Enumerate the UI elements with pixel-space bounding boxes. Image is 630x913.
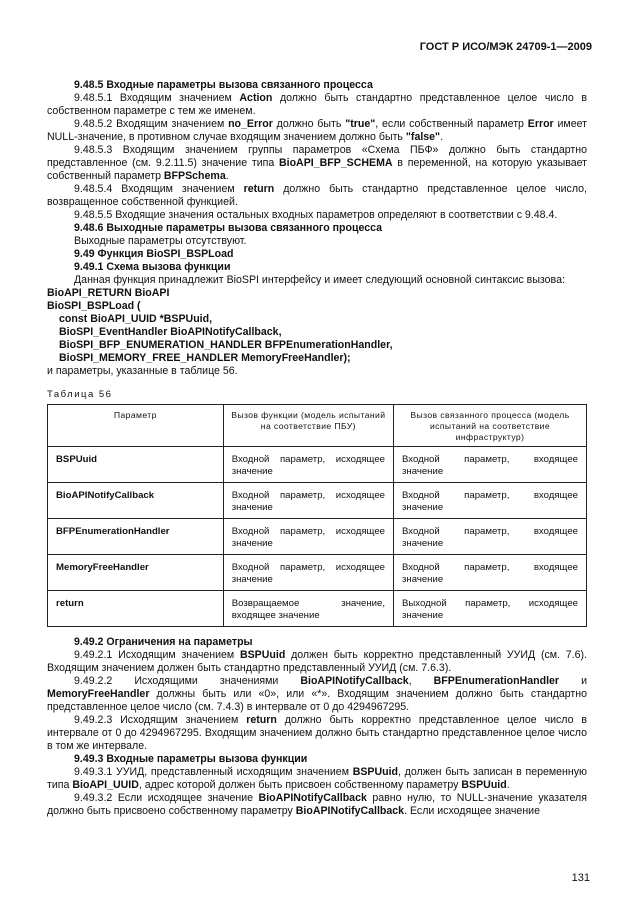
- table-header-cell: Параметр: [48, 405, 224, 447]
- text-run: , должен быть записан в переменную типа: [47, 766, 587, 791]
- text-run: равно нулю, то NULL-значение указателя должно быть присвоено собственному параметру: [47, 792, 587, 817]
- text-run: и параметры, указанные в таблице 56.: [47, 365, 238, 377]
- table-cell-parameter: BSPUuid: [48, 447, 224, 483]
- text-run: должен быть корректно представленный УУИД (см. 7.6). Входящим значением должен быть стандартно представленный УУИД (см. 7.6.3).: [47, 649, 587, 674]
- bold-term: BFPEnumerationHandler: [433, 675, 560, 687]
- bold-term: BSPUuid: [239, 649, 286, 661]
- text-run: должно быть корректно представленное целое число в интервале от 0 до 4294967295. Входящим значением должно быть стандартно представленное целое число в том же интервале.: [47, 714, 588, 752]
- section-heading-9-49-1: 9.49.1 Схема вызова функции: [74, 261, 231, 273]
- text-run: .: [225, 170, 229, 182]
- table-cell-parameter: MemoryFreeHandler: [48, 555, 224, 591]
- section-heading-9-49-2: 9.49.2 Ограничения на параметры: [74, 636, 253, 648]
- text-run: должно быть: [272, 118, 346, 130]
- section-heading-9-48-6: 9.48.6 Выходные параметры вызова связанного процесса: [74, 222, 383, 234]
- bold-term: Error: [527, 118, 554, 130]
- table-row: [48, 519, 587, 555]
- table-caption: Таблица 56: [47, 389, 113, 400]
- text-run: .: [440, 131, 444, 143]
- text-run: ,: [408, 675, 434, 687]
- table-cell-parameter: BFPEnumerationHandler: [48, 519, 224, 555]
- table-cell: Входной параметр, исходящее значение: [223, 519, 393, 555]
- text-run: должно быть стандартно представленное целое число, возвращенное собственной функцией.: [47, 183, 587, 208]
- bold-term: BioAPINotifyCallback: [300, 675, 409, 687]
- bold-term: BSPUuid: [352, 766, 399, 778]
- text-run: .: [506, 779, 510, 791]
- text-run: 9.49.2.3 Исходящим значением: [74, 714, 247, 726]
- paragraph-9-48-5-4: [47, 183, 587, 209]
- table-row: [48, 555, 587, 591]
- bold-term: "false": [405, 131, 441, 143]
- bold-term: no_Error: [228, 118, 273, 130]
- text-run: Выходные параметры отсутствуют.: [74, 235, 247, 247]
- text-run: и: [559, 675, 587, 687]
- table-cell: Возвращаемое значение, входящее значение: [223, 591, 393, 627]
- table-cell: Выходной параметр, исходящее значение: [394, 591, 587, 627]
- section-heading-9-49-3: 9.49.3 Входные параметры вызова функции: [74, 753, 308, 765]
- text-run: 9.49.3.1 УУИД, представленный исходящим значением: [74, 766, 353, 778]
- bold-term: BSPUuid: [461, 779, 507, 791]
- paragraph-9-48-5-2: [47, 118, 587, 144]
- bold-term: return: [246, 714, 277, 726]
- bold-term: BioAPINotifyCallback: [295, 805, 405, 817]
- bold-term: return: [243, 183, 275, 195]
- table-cell: Входной параметр, исходящее значение: [223, 555, 393, 591]
- bold-term: BioAPI_BFP_SCHEMA: [278, 157, 393, 169]
- standard-designation: ГОСТ Р ИСО/МЭК 24709-1—2009: [419, 41, 592, 53]
- table-cell-parameter: return: [48, 591, 224, 627]
- text-run: должно быть стандартно представленное целое число в собственном параметре с тем же именем.: [47, 92, 587, 117]
- text-run: 9.48.5.4 Входящим значением: [74, 183, 244, 195]
- text-run: имеет NULL-значение, в противном случае входящим значением должно быть: [47, 118, 587, 143]
- table-cell: Входной параметр, входящее значение: [394, 447, 587, 483]
- text-run: 9.48.5.1 Входящим значением: [74, 92, 240, 104]
- table-row: [48, 447, 587, 483]
- paragraph-9-49-3-1: [47, 766, 587, 792]
- code-line: BioSPI_BSPLoad (: [47, 300, 141, 312]
- text-run: 9.48.5.5 Входящие значения остальных входных параметров определяют в соответствии с 9.48.4.: [74, 209, 558, 221]
- text-run: 9.48.5.2 Входящим значением: [74, 118, 229, 130]
- text-run: Данная функция принадлежит BioSPI интерфейсу и имеет следующий основной синтаксис вызова:: [74, 274, 565, 286]
- section-heading-9-49: 9.49 Функция BioSPI_BSPLoad: [74, 248, 234, 260]
- table-header-cell: Вызов связанного процесса (модель испытаний на соответствие инфраструктур): [394, 405, 587, 447]
- table-cell: Входной параметр, входящее значение: [394, 519, 587, 555]
- paragraph-syntax-intro: [47, 274, 587, 287]
- code-line: BioSPI_BFP_ENUMERATION_HANDLER BFPEnumerationHandler,: [59, 339, 393, 351]
- bold-term: BioAPINotifyCallback: [258, 792, 367, 804]
- table-cell: Входной параметр, исходящее значение: [223, 483, 393, 519]
- text-run: 9.48.5.3 Входящим значением группы параметров «Схема ПБФ» должно быть стандартно представленное (см. 9.2.11.5) значение типа: [47, 144, 587, 169]
- paragraph-9-49-2-1: [47, 649, 587, 675]
- text-run: 9.49.2.2 Исходящими значениями: [74, 675, 301, 687]
- text-run: 9.49.3.2 Если исходящее значение: [74, 792, 259, 804]
- table-row: [48, 591, 587, 627]
- text-run: , адрес которой должен быть присвоен собственному параметру: [138, 779, 462, 791]
- table-header-row: [48, 405, 587, 447]
- paragraph-9-49-2-2: [47, 675, 587, 714]
- bold-term: Action: [239, 92, 273, 104]
- text-run: , если собственный параметр: [375, 118, 528, 130]
- table-cell: Входной параметр, входящее значение: [394, 483, 587, 519]
- code-line: BioSPI_MEMORY_FREE_HANDLER MemoryFreeHandler);: [59, 352, 351, 364]
- page-content: [47, 79, 587, 818]
- paragraph-9-48-5-1: [47, 92, 587, 118]
- paragraph-after-code: [47, 365, 587, 378]
- parameters-table: [47, 404, 587, 627]
- table-cell-parameter: BioAPINotifyCallback: [48, 483, 224, 519]
- text-run: должны быть или «0», или «*». Входящим значением должно быть стандартно представленное целое число (см. 7.4.3) в интервале от 0 до 4294967295.: [47, 688, 587, 713]
- code-line: const BioAPI_UUID *BSPUuid,: [59, 313, 213, 325]
- code-line: BioAPI_RETURN BioAPI: [47, 287, 170, 299]
- paragraph-9-48-5-5: [47, 209, 587, 222]
- table-cell: Входной параметр, исходящее значение: [223, 447, 393, 483]
- section-heading-9-48-5: 9.48.5 Входные параметры вызова связанного процесса: [74, 79, 373, 91]
- table-row: [48, 483, 587, 519]
- paragraph-no-output-params: [47, 235, 587, 248]
- bold-term: MemoryFreeHandler: [47, 688, 150, 700]
- table-cell: Входной параметр, входящее значение: [394, 555, 587, 591]
- text-run: в переменной, на которую указывает собственный параметр: [47, 157, 587, 182]
- bold-term: "true": [345, 118, 376, 130]
- table-header-cell: Вызов функции (модель испытаний на соответствие ПБУ): [223, 405, 393, 447]
- paragraph-9-49-3-2: [47, 792, 587, 818]
- text-run: . Если исходящее значение: [404, 805, 540, 817]
- bold-term: BioAPI_UUID: [72, 779, 139, 791]
- paragraph-9-49-2-3: [47, 714, 587, 753]
- paragraph-9-48-5-3: [47, 144, 587, 183]
- code-line: BioSPI_EventHandler BioAPINotifyCallback,: [59, 326, 282, 338]
- bold-term: BFPSchema: [163, 170, 226, 182]
- text-run: 9.49.2.1 Исходящим значением: [74, 649, 240, 661]
- page-number: 131: [571, 872, 590, 884]
